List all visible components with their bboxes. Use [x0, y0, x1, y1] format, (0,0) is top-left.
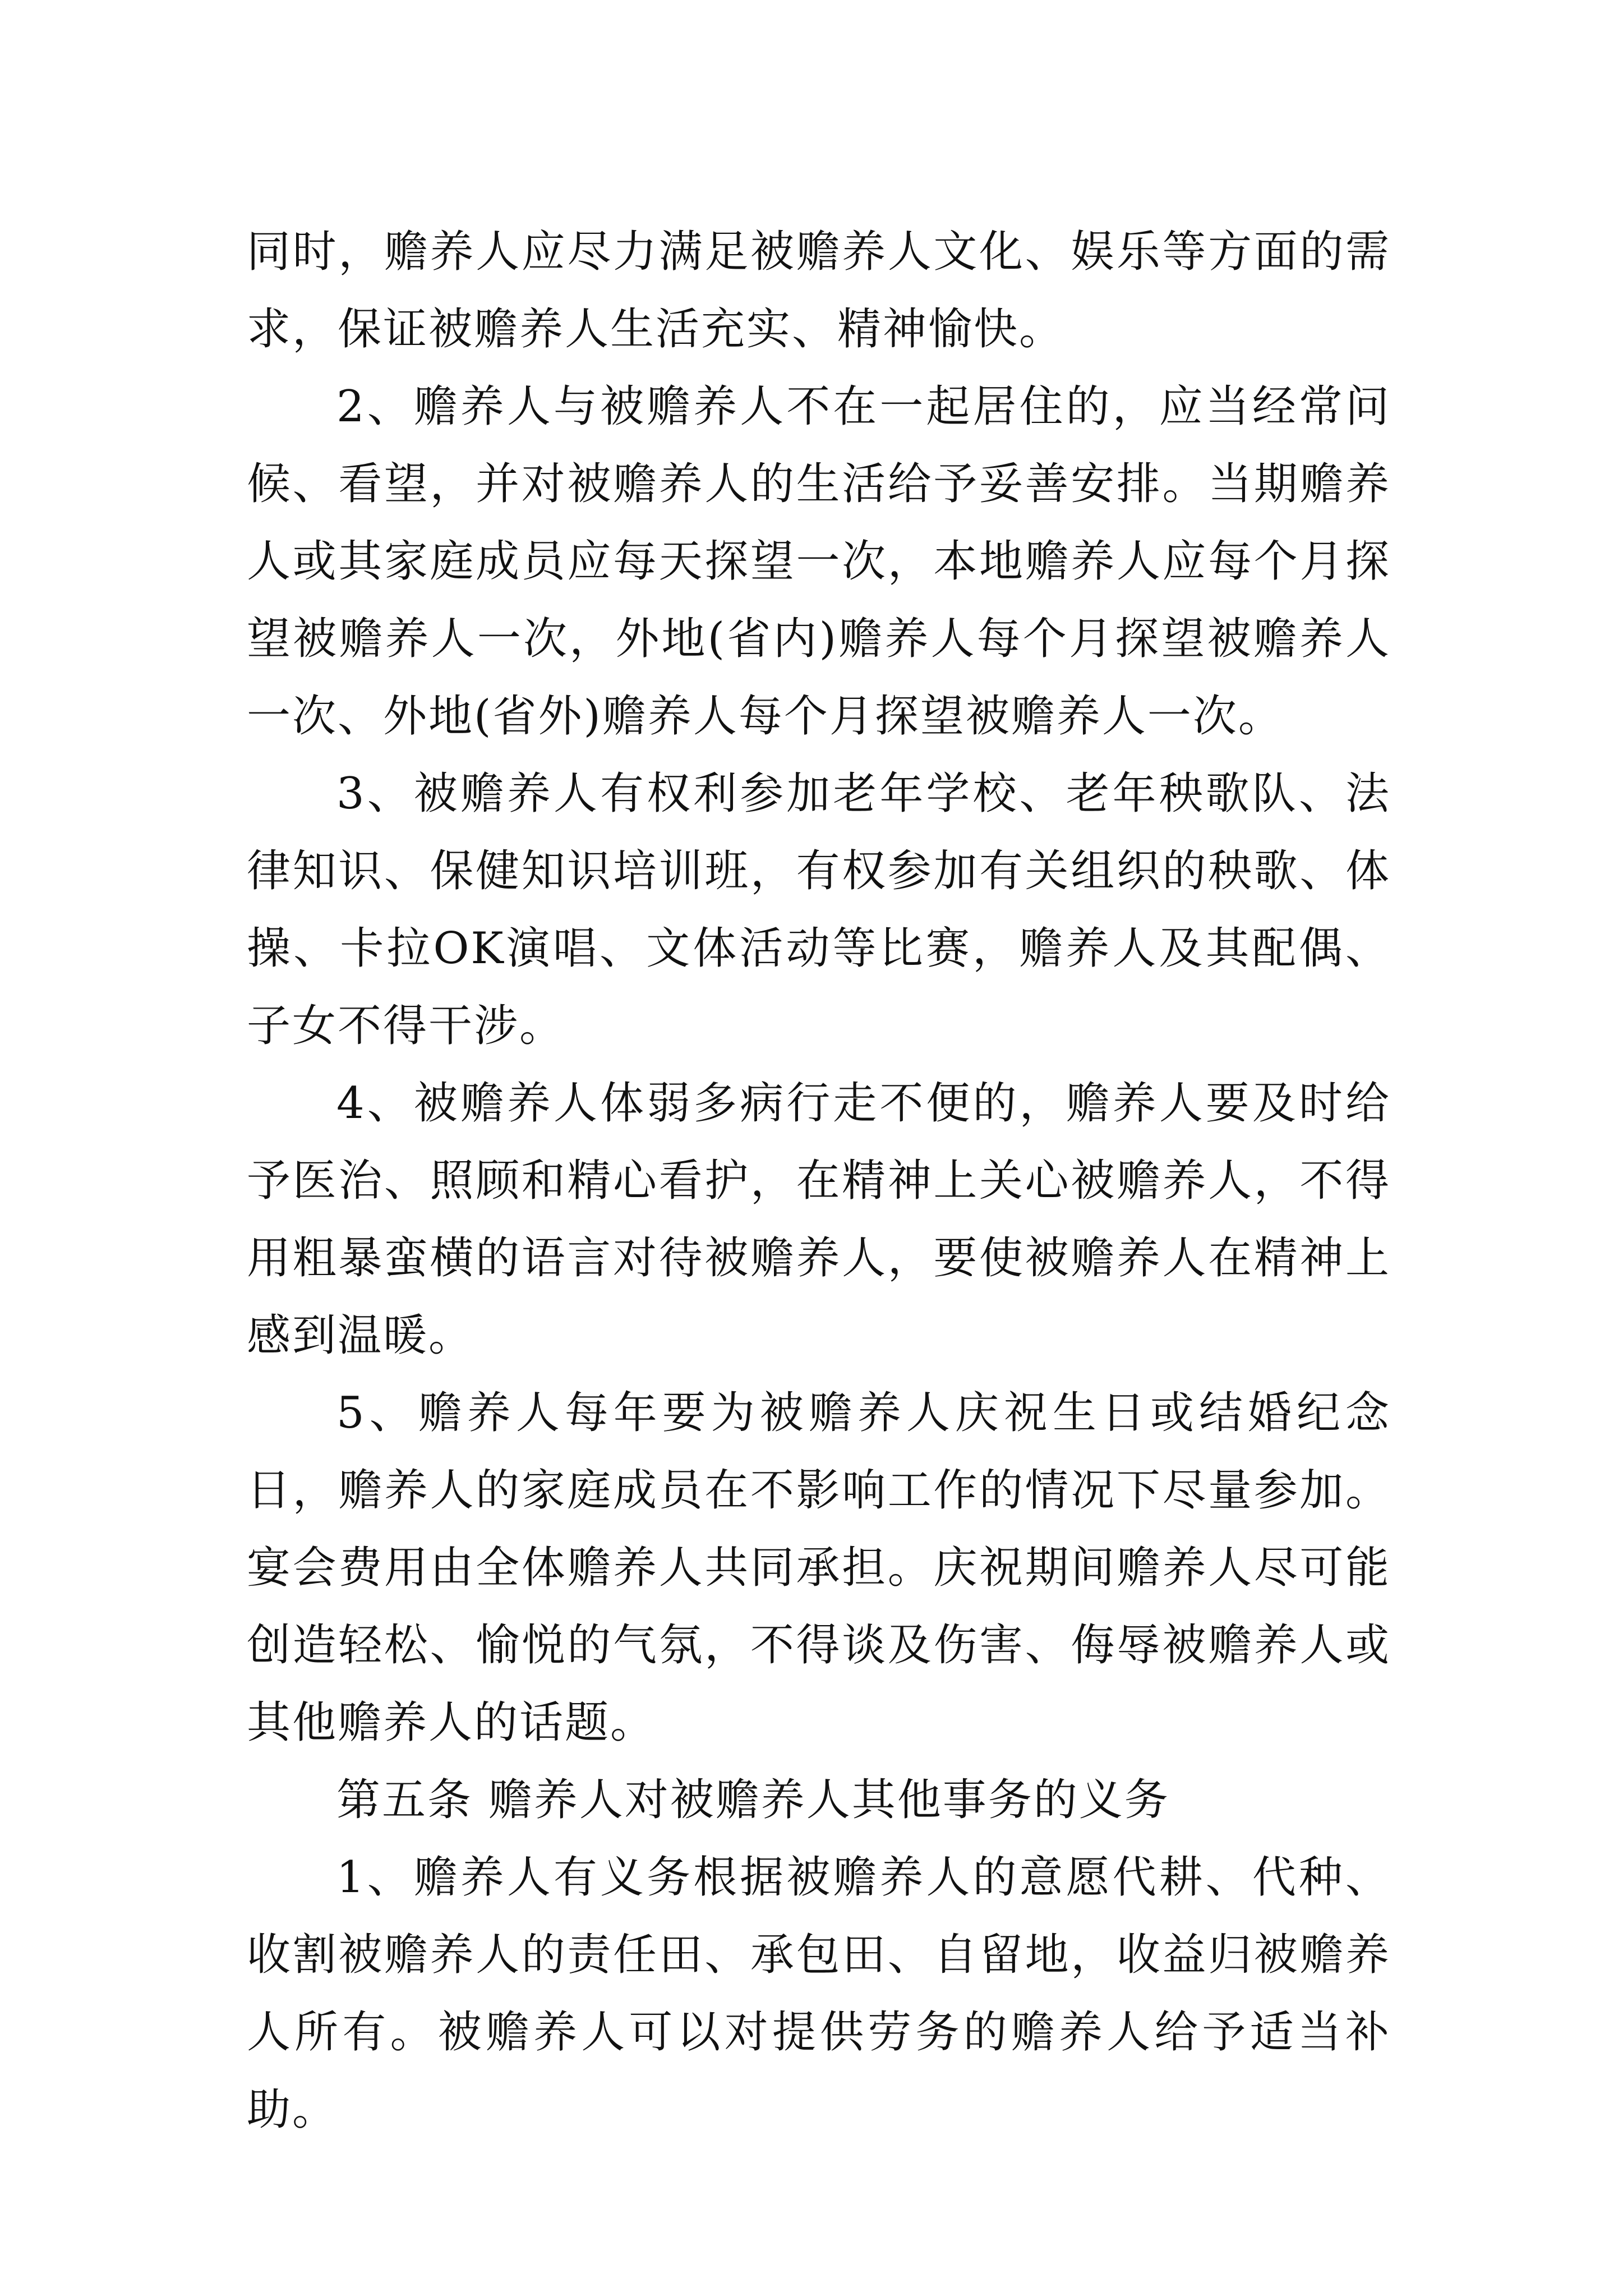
paragraph-item-2: 2、赡养人与被赡养人不在一起居住的，应当经常问候、看望，并对被赡养人的生活给予妥善安排。当期赡养人或其家庭成员应每天探望一次，本地赡养人应每个月探望被赡养人一次，外地(省内)赡养人每个月探望被赡养人一次、外地(省外)赡养人每个月探望被赡养人一次。	[247, 381, 1391, 742]
document-body	[247, 213, 1391, 2148]
paragraph-continuation: 同时，赡养人应尽力满足被赡养人文化、娱乐等方面的需求，保证被赡养人生活充实、精神愉快。	[247, 227, 1391, 355]
article-heading: 第五条 赡养人对被赡养人其他事务的义务	[336, 1775, 1170, 1825]
paragraph-item-1: 1、赡养人有义务根据被赡养人的意愿代耕、代种、收割被赡养人的责任田、承包田、自留地，收益归被赡养人所有。被赡养人可以对提供劳务的赡养人给予适当补助。	[247, 1852, 1391, 2135]
paragraph-item-4: 4、被赡养人体弱多病行走不便的，赡养人要及时给予医治、照顾和精心看护，在精神上关心被赡养人，不得用粗暴蛮横的语言对待被赡养人，要使被赡养人在精神上感到温暖。	[247, 1078, 1391, 1361]
paragraph-item-3: 3、被赡养人有权利参加老年学校、老年秧歌队、法律知识、保健知识培训班，有权参加有关组织的秧歌、体操、卡拉OK演唱、文体活动等比赛，赡养人及其配偶、子女不得干涉。	[247, 769, 1391, 1051]
paragraph-item-5: 5、赡养人每年要为被赡养人庆祝生日或结婚纪念日，赡养人的家庭成员在不影响工作的情况下尽量参加。宴会费用由全体赡养人共同承担。庆祝期间赡养人尽可能创造轻松、愉悦的气氛，不得谈及伤害、侮辱被赡养人或其他赡养人的话题。	[247, 1388, 1391, 1748]
